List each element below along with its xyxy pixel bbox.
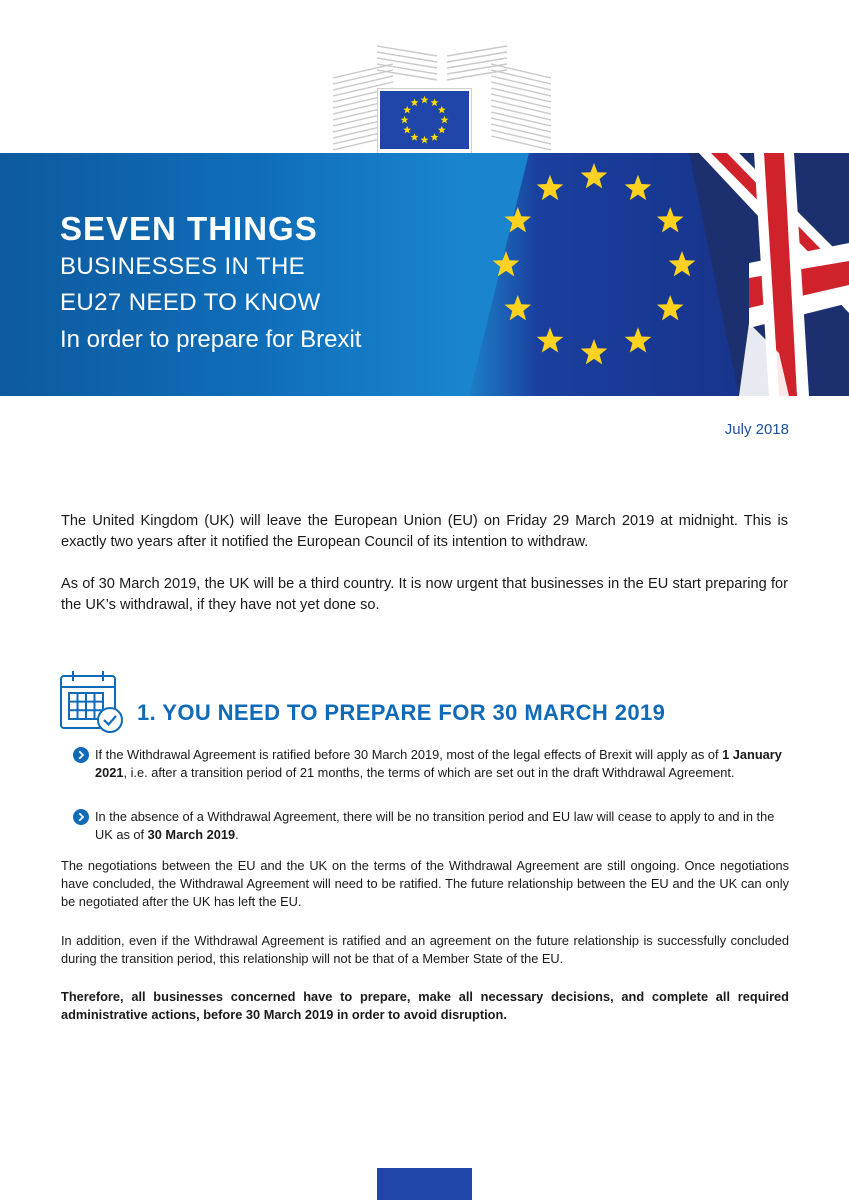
logo-star-icon: [403, 106, 411, 114]
bullet-item-1: [73, 746, 789, 782]
title-banner: [0, 153, 849, 396]
calendar-check-icon: [59, 670, 125, 736]
banner-title: SEVEN THINGS: [60, 210, 318, 247]
logo-star-icon: [401, 116, 409, 124]
logo-star-icon: [403, 126, 411, 134]
body-paragraph-2: In addition, even if the Withdrawal Agreement is ratified and an agreement on the future relationship is successfully concluded during the transition period, this relationship will not be that of a Member State of the EU.: [61, 933, 789, 966]
banner-subtitle-line1: BUSINESSES IN THE: [60, 253, 306, 280]
section-1-heading: 1. YOU NEED TO PREPARE FOR 30 MARCH 2019: [137, 700, 666, 725]
logo-star-icon: [441, 116, 449, 124]
bullet-2-bold-date: 30 March 2019: [147, 827, 236, 842]
bullet-2-text-end: .: [235, 827, 239, 842]
logo-star-icon: [411, 98, 419, 106]
bullet-1-text-end: , i.e. after a transition period of 21 months, the terms of which are set out in the draft Withdrawal Agreement.: [123, 765, 735, 780]
logo-star-icon: [438, 126, 446, 134]
logo-star-icon: [431, 98, 439, 106]
banner-subtitle-line2: EU27 NEED TO KNOW: [60, 289, 321, 316]
logo-star-icon: [421, 136, 429, 144]
intro-paragraph-2: As of 30 March 2019, the UK will be a third country. It is now urgent that businesses in the EU start preparing for the UK’s withdrawal, if they have not yet done so.: [61, 576, 788, 613]
footer-bar: [377, 1168, 472, 1200]
intro-paragraph-1: The United Kingdom (UK) will leave the European Union (EU) on Friday 29 March 2019 at midnight. This is exactly two years after it notified the European Council of its intention to withdraw.: [61, 513, 788, 550]
chevron-right-icon: [73, 747, 89, 763]
chevron-right-icon: [73, 809, 89, 825]
logo-star-icon: [438, 106, 446, 114]
conclusion-paragraph: Therefore, all businesses concerned have to prepare, make all necessary decisions, and complete all required administrative actions, before 30 March 2019 in order to avoid disruption.: [61, 989, 789, 1022]
bullet-1-text: If the Withdrawal Agreement is ratified before 30 March 2019, most of the legal effects of Brexit will apply as of: [95, 747, 723, 762]
eu-flag-icon: [380, 91, 469, 149]
logo-star-icon: [431, 133, 439, 141]
logo-star-icon: [421, 96, 429, 104]
bullet-1-bold-date: 1 January 2021: [95, 747, 782, 780]
bullet-2-text: In the absence of a Withdrawal Agreement, there will be no transition period and EU law will cease to apply to and in the UK as of: [95, 809, 775, 842]
bullet-item-2: [73, 808, 789, 844]
logo-star-icon: [411, 133, 419, 141]
banner-subtitle-line3: In order to prepare for Brexit: [60, 326, 362, 353]
body-paragraph-1: The negotiations between the EU and the UK on the terms of the Withdrawal Agreement are still ongoing. Once negotiations have concluded, the Withdrawal Agreement will need to be ratified. The future relationship between the EU and the UK can only be negotiated after the UK has left the EU.: [61, 858, 789, 909]
publication-date: July 2018: [724, 421, 789, 438]
eu-and-uk-flags-image: [449, 153, 849, 396]
